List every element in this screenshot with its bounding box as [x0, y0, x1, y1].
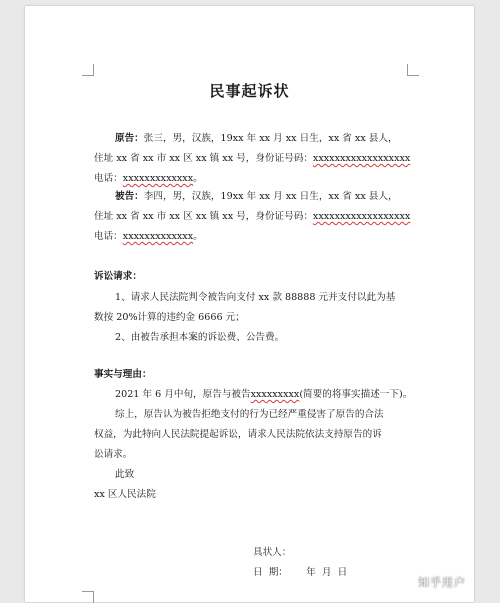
facts-paragraph-2-line-2: 权益，为此特向人民法院提起诉讼，请求人民法院依法支持原告的诉 — [94, 429, 382, 440]
plaintiff-line-3: 电话：xxxxxxxxxxxxx。 — [94, 173, 203, 184]
plaintiff-line-1: 原告：张三，男，汉族，19xx 年 xx 月 xx 日生，xx 省 xx 县人， — [115, 133, 398, 144]
date-label: 日 期： 年 月 日 — [253, 567, 348, 578]
court-name: xx 区人民法院 — [94, 489, 156, 500]
signer-label: 具状人： — [253, 547, 292, 558]
plaintiff-id: xxxxxxxxxxxxxxxxxx — [312, 153, 411, 164]
document-page — [25, 6, 474, 602]
facts-paragraph-2-line-3: 讼请求。 — [94, 449, 133, 460]
facts-heading: 事实与理由： — [94, 369, 152, 380]
watermark: 知乎用户 — [418, 576, 466, 589]
margin-corner-top-left — [82, 64, 94, 76]
claims-heading: 诉讼请求： — [94, 271, 142, 282]
facts-paragraph-2-line-1: 综上，原告认为被告拒绝支付的行为已经严重侵害了原告的合法 — [115, 409, 384, 420]
facts-paragraph-1: 2021 年 6 月中旬，原告与被告xxxxxxxxx(简要的将事实描述一下)。 — [115, 389, 413, 400]
claim-item-2: 2、由被告承担本案的诉讼费、公告费。 — [115, 332, 285, 343]
facts-redacted: xxxxxxxxx — [250, 389, 300, 400]
defendant-label: 被告： — [115, 191, 144, 202]
margin-corner-top-right — [407, 64, 419, 76]
margin-corner-bottom-left — [82, 591, 94, 603]
defendant-phone: xxxxxxxxxxxxx — [122, 231, 194, 242]
defendant-line-1: 被告：李四，男，汉族，19xx 年 xx 月 xx 日生，xx 省 xx 县人， — [115, 191, 398, 202]
plaintiff-label: 原告： — [115, 133, 144, 144]
claim-item-1-line-1: 1、请求人民法院判令被告向支付 xx 款 88888 元并支付以此为基 — [115, 292, 396, 303]
plaintiff-phone: xxxxxxxxxxxxx — [122, 173, 194, 184]
closing-salutation: 此致 — [115, 469, 135, 480]
defendant-id: xxxxxxxxxxxxxxxxxx — [312, 211, 411, 222]
defendant-line-3: 电话：xxxxxxxxxxxxx。 — [94, 231, 203, 242]
defendant-line-2: 住址 xx 省 xx 市 xx 区 xx 镇 xx 号，身份证号码：xxxxxxxxxxxxxxxxxx — [94, 211, 411, 222]
claim-item-1-line-2: 数按 20%计算的违约金 6666 元； — [94, 312, 245, 323]
plaintiff-line-2: 住址 xx 省 xx 市 xx 区 xx 镇 xx 号，身份证号码：xxxxxxxxxxxxxxxxxx — [94, 153, 411, 164]
document-title: 民事起诉状 — [209, 82, 290, 100]
